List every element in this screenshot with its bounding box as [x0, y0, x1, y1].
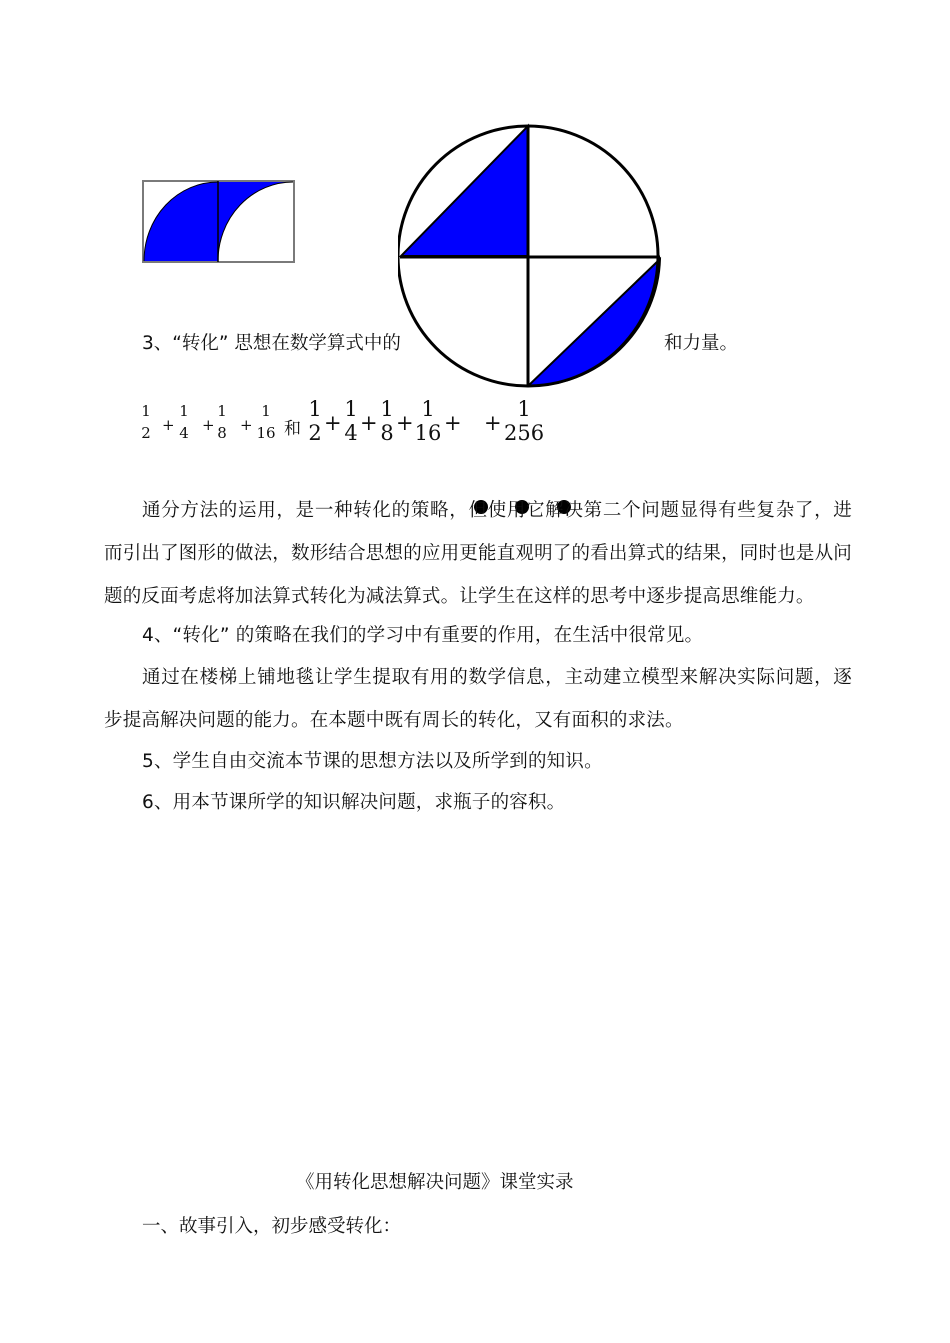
fraction-denominator: 4 [179, 424, 189, 442]
section-title: 《用转化思想解决问题》课堂实录 [296, 1172, 574, 1193]
rectangle-quarter-circle-figure [140, 178, 298, 266]
plus-sign: + [484, 411, 502, 435]
plus-sign: + [396, 411, 414, 435]
paragraph-item-5: 5、学生自由交流本节课的思想方法以及所学到的知识。 [142, 751, 603, 772]
paragraph-stair-carpet: 通过在楼梯上铺地毯让学生提取有用的数学信息，主动建立模型来解决实际问题，逐步提高解决问题的能力。在本题中既有周长的转化，又有面积的求法。 [104, 667, 852, 731]
fraction-eighth: 1 8 [378, 397, 396, 445]
fraction-256th: 1 256 [504, 397, 545, 445]
fraction-quarter: 1 4 [342, 397, 360, 445]
formula-joiner: 和 [284, 419, 301, 439]
paragraph-conversion-strategy: 通分方法的运用，是一种转化的策略，但使用它解决第二个问题显得有些复杂了，进而引出了图形的做法，数形结合思想的应用更能直观明了的看出算式的结果，同时也是从问题的反面考虑将加法算式转化为减法算式。让学生在这样的思考中逐步提高思维能力。 [104, 500, 853, 607]
plus-sign: + [202, 416, 215, 434]
item3-text-start: 3、“转化” 思想在数学算式中的 [142, 333, 401, 354]
fraction-eighth-small: 1 8 [214, 402, 230, 442]
fraction-sixteenth-small: 1 16 [254, 402, 278, 442]
item3-text-end: 和力量。 [664, 333, 739, 354]
fraction-half-small: 1 2 [138, 402, 154, 442]
fraction-denominator: 8 [380, 421, 394, 445]
plus-sign: + [162, 416, 175, 434]
fraction-denominator: 8 [217, 424, 227, 442]
plus-sign: + [360, 411, 378, 435]
fraction-denominator: 2 [141, 424, 151, 442]
plus-sign: + [324, 411, 342, 435]
fraction-sixteenth: 1 16 [414, 397, 442, 445]
plus-sign: + [444, 411, 462, 435]
fraction-half: 1 2 [306, 397, 324, 445]
fraction-denominator: 16 [256, 424, 276, 442]
section-heading: 一、故事引入，初步感受转化： [142, 1216, 402, 1237]
fraction-denominator: 16 [414, 421, 442, 445]
plus-sign: + [240, 416, 253, 434]
fraction-denominator: 4 [344, 421, 358, 445]
circle-figure [398, 120, 668, 390]
paragraph-item-6: 6、用本节课所学的知识解决问题，求瓶子的容积。 [142, 792, 566, 813]
fraction-quarter-small: 1 4 [176, 402, 192, 442]
fraction-denominator: 2 [308, 421, 322, 445]
paragraph-item-4: 4、“转化” 的策略在我们的学习中有重要的作用，在生活中很常见。 [142, 625, 704, 646]
fraction-denominator: 256 [504, 421, 545, 445]
